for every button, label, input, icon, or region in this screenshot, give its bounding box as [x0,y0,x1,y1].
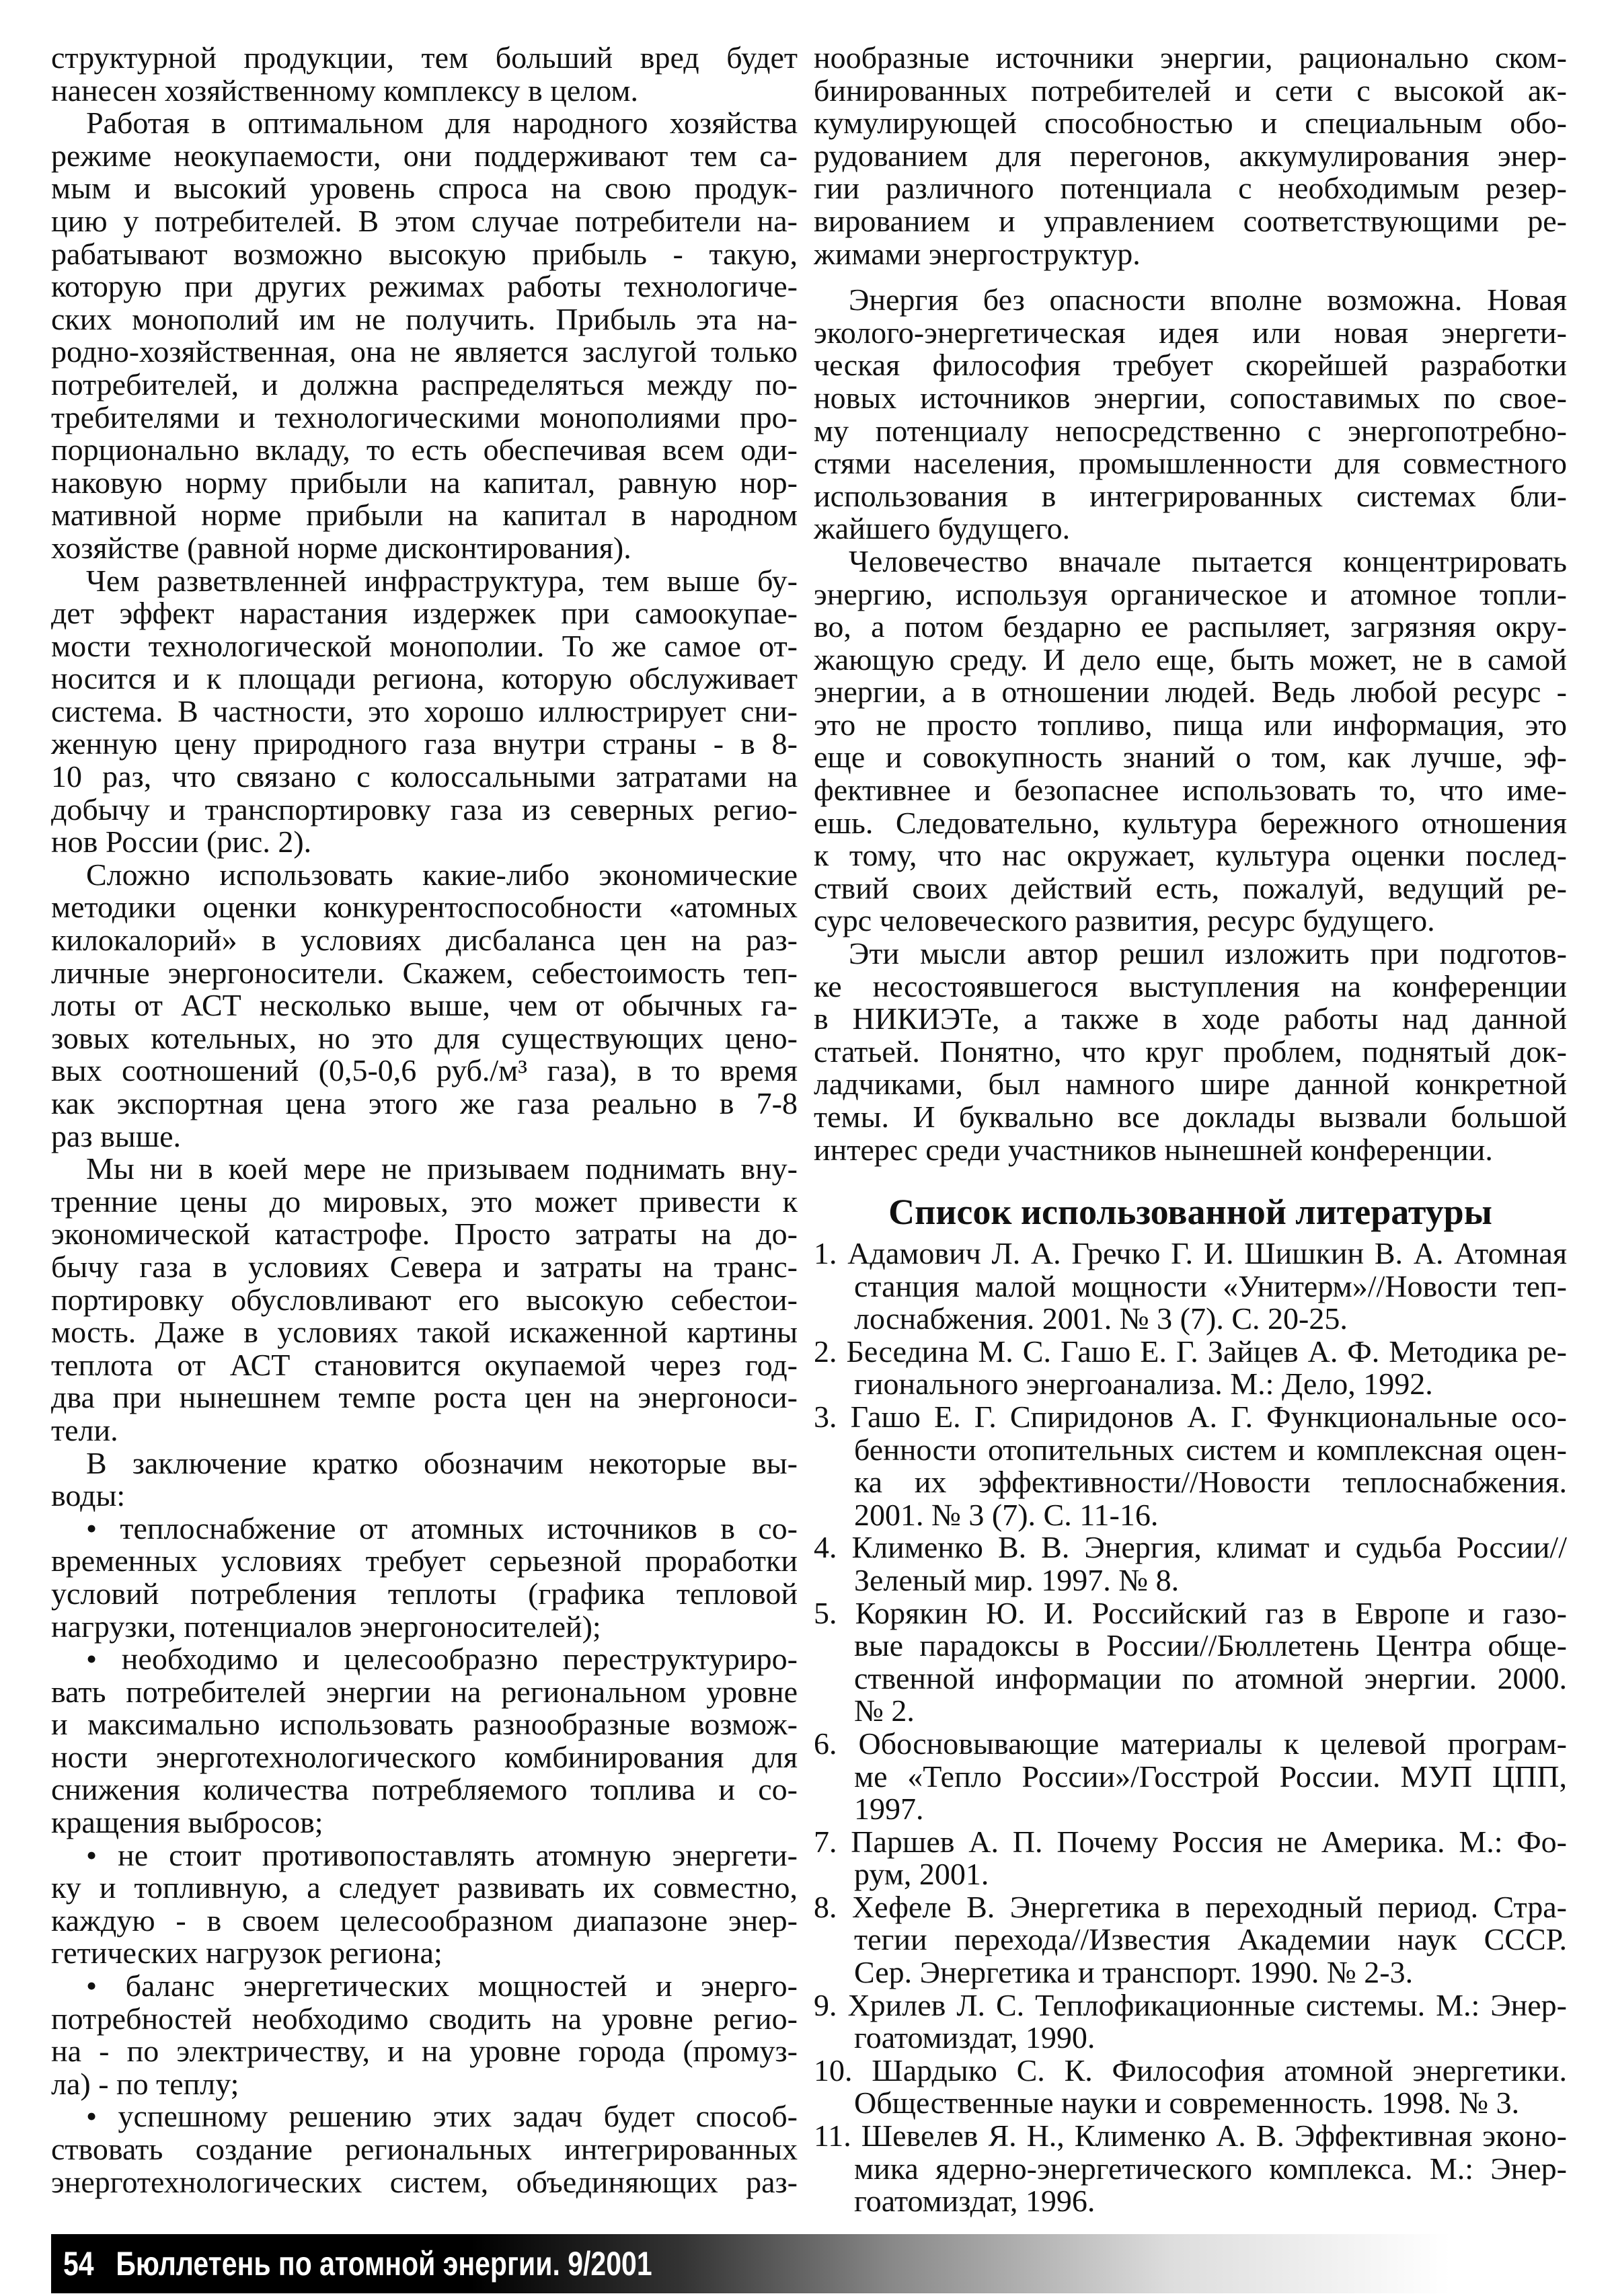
text-line: 10 раз, что связано с колоссальными затратами на [51,759,798,794]
text-line: рабатывают возможно высокую прибыль - такую, [51,236,798,271]
text-line: потребностей необходимо сводить на уровне регио- [51,2001,798,2036]
text-line: бычу газа в условиях Севера и затраты на транс- [51,1249,798,1284]
text-line: методики оценки конкурентоспособности «атомных [51,890,798,925]
footer-text [63,2244,652,2284]
text-line: • не стоит противопоставлять атомную энергети- [86,1837,798,1872]
journal-title: Бюллетень по атомной энергии. 9/2001 [116,2245,652,2283]
reference-line: гоатомиздат, 1996. [854,2184,1096,2219]
text-line: ствовать создание региональных интегрированных [51,2132,798,2166]
text-line: нов России (рис. 2). [51,825,312,859]
right-column [814,42,1567,1166]
text-line: ла) - по теплу; [51,2066,239,2101]
paragraph [51,859,798,1153]
reference-line: гоатомиздат, 1990. [854,2020,1096,2055]
text-line: Мы ни в коей мере не призываем поднимать вну- [86,1151,798,1186]
paragraph [51,42,798,107]
text-line: сурс человеческого развития, ресурс будущего. [814,903,1435,938]
text-line: жающую среду. И дело еще, быть может, не в самой [814,642,1567,677]
paragraph [814,284,1567,545]
text-line: родно-хозяйственная, она не является заслугой только [51,334,798,369]
reference-line: мика ядерно-энергетического комплекса. М.: Энер- [854,2151,1567,2186]
text-line: бинированных потребителей и сети с высокой ак- [814,73,1567,108]
text-line: вать потребителей энергии на региональном уровне [51,1674,798,1709]
reference-line: 4. Клименко В. В. Энергия, климат и судьба России// [814,1530,1567,1565]
text-line: лоты от АСТ несколько выше, чем от обычных га- [51,988,798,1023]
text-line: Работая в оптимальном для народного хозяйства [86,106,798,141]
paragraph [51,1643,798,1839]
text-line: цию у потребителей. В этом случае потребители на- [51,203,798,238]
text-line: фективнее и безопаснее использовать то, что име- [814,773,1567,808]
text-line: порционально вкладу, то есть обеспечивая всем оди- [51,432,798,467]
reference-item [814,1891,1567,1989]
text-line: к тому, что нас окружает, культура оценки послед- [814,838,1567,873]
reference-item [814,2055,1567,2120]
reference-line: 11. Шевелев Я. Н., Клименко А. В. Эффективная эконо- [814,2118,1567,2153]
text-line: структурной продукции, тем больший вред будет [51,40,798,75]
reference-item [814,1401,1567,1531]
paragraph [814,42,1567,270]
text-line: наковую норму прибыли на капитал, равную нор- [51,465,798,500]
text-line: еще и совокупность знаний о том, как лучше, эф- [814,740,1567,775]
text-line: • баланс энергетических мощностей и энерго- [86,1968,798,2003]
text-line: в НИКИЭТе, а также в ходе работы над данной [814,1001,1567,1036]
text-line: нагрузки, потенциалов энергоносителей); [51,1609,601,1644]
reference-line: 8. Хефеле В. Энергетика в переходный период. Стра- [814,1889,1567,1924]
reference-line: Зеленый мир. 1997. № 8. [854,1562,1180,1597]
text-line: система. В частности, это хорошо иллюстрирует сни- [51,693,798,728]
reference-item [814,1336,1567,1401]
reference-line: Общественные науки и современность. 1998. № 3. [854,2085,1520,2120]
reference-line: ственной информации по атомной энергии. 2000. [854,1660,1567,1695]
paragraph-gap [814,270,1567,284]
text-line: экономической катастрофе. Просто затраты на до- [51,1217,798,1252]
text-line: статьей. Понятно, что круг проблем, поднятый док- [814,1034,1567,1069]
paragraph [51,1510,798,1644]
reference-line: станция малой мощности «Унитерм»//Новости теп- [854,1268,1567,1303]
text-line: • успешному решению этих задач будет способ- [86,2099,798,2134]
text-line: рудованием для перегонов, аккумулирования энер- [814,138,1567,173]
text-line: мативной норме прибыли на капитал в народном [51,498,798,533]
text-line: во, а потом бездарно ее распыляет, загрязняя окру- [814,609,1567,644]
text-line: снижения количества потребляемого топлива и со- [51,1772,798,1807]
paragraph [51,1970,798,2100]
text-line: теплота от АСТ становится окупаемой через год- [51,1347,798,1382]
text-line: ности энерготехнологического комбинирования для [51,1739,798,1774]
text-line: это не просто топливо, пища или информация, это [814,707,1567,742]
reference-item [814,1597,1567,1728]
text-line: ке несостоявшегося выступления на конференции [814,968,1567,1003]
text-line: раз выше. [51,1118,182,1153]
text-line: эколого-энергетическая идея или новая энергети- [814,315,1567,350]
text-line: ку и топливную, а следует развивать их совместно, [51,1870,798,1905]
text-line: которую при других режимах работы технологиче- [51,269,798,304]
reference-item [814,1531,1567,1597]
reference-line: 5. Корякин Ю. И. Российский газ в Европе и газо- [814,1595,1567,1630]
text-line: ствий своих действий есть, пожалуй, ведущий ре- [814,870,1567,905]
text-line: новых источников энергии, сопоставимых по свое- [814,380,1567,415]
text-line: мости технологической монополии. То же самое от- [51,628,798,663]
reference-line: 3. Гашо Е. Г. Спиридонов А. Г. Функциональные осо- [814,1399,1567,1434]
text-line: Человечество вначале пытается концентрировать [849,543,1567,578]
text-line: временных условиях требует серьезной проработки [51,1543,798,1578]
text-line: интерес среди участников нынешней конференции. [814,1132,1493,1167]
reference-line: вые парадоксы в России//Бюллетень Центра обще- [854,1628,1567,1663]
text-line: Чем разветвленней инфраструктура, тем выше бу- [86,563,798,598]
reference-line: бенности отопительных систем и комплексная оцен- [854,1432,1567,1467]
text-line: энергию, используя органическое и атомное топли- [814,576,1567,611]
text-line: кумулирующей способностью и специальным обо- [814,106,1567,141]
text-line: энерготехнологических систем, объединяющих раз- [51,2164,798,2199]
text-line: стями населения, промышленности для совместного [814,446,1567,481]
text-line: вированием и управлением соответствующими ре- [814,203,1567,238]
reference-line: 10. Шардыко С. К. Философия атомной энергетики. [814,2053,1567,2088]
page-footer [51,2234,1450,2293]
text-line: вых соотношений (0,5-0,6 руб./м³ газа), в то время [51,1053,798,1088]
left-column [51,42,798,2198]
text-line: энергии, а в отношении людей. Ведь любой ресурс - [814,675,1567,710]
text-line: и максимально использовать разнообразные возмож- [51,1707,798,1742]
reference-line: 2001. № 3 (7). С. 11-16. [854,1497,1159,1532]
paragraph [51,1153,798,1447]
text-line: дет эффект нарастания издержек при самоокупае- [51,596,798,631]
reference-line: ка их эффективности//Новости теплоснабжения. [854,1465,1567,1500]
text-line: добычу и транспортировку газа из северных регио- [51,792,798,827]
text-line: ладчиками, был намного шире данной конкретной [814,1067,1567,1102]
reference-line: лоснабжения. 2001. № 3 (7). С. 20-25. [854,1301,1348,1336]
paragraph [51,2100,798,2198]
text-line: жимами энергоструктур. [814,236,1141,271]
text-line: В заключение кратко обозначим некоторые вы- [86,1445,798,1480]
reference-line: Сер. Энергетика и транспорт. 1990. № 2-3. [854,1955,1414,1990]
text-line: два при нынешнем темпе роста цен на энергоноси- [51,1380,798,1415]
text-line: тренние цены до мировых, это может привести к [51,1184,798,1219]
text-line: му потенциалу непосредственно с энергопотребно- [814,413,1567,448]
text-line: Эти мысли автор решил изложить при подготов- [849,936,1567,971]
reference-item [814,2120,1567,2218]
text-line: ческая философия требует скорейшей разработки [814,348,1567,383]
text-line: ешь. Следовательно, культура бережного отношения [814,805,1567,840]
reference-line: № 2. [854,1693,915,1728]
text-line: каждую - в своем целесообразном диапазоне энер- [51,1903,798,1938]
reference-line: 1997. [854,1792,924,1827]
text-line: темы. И буквально все доклады вызвали большой [814,1100,1567,1134]
paragraph [51,1839,798,1970]
text-line: женную цену природного газа внутри страны - в 8- [51,726,798,761]
text-line: • теплоснабжение от атомных источников в со- [86,1510,798,1545]
text-line: требителями и технологическими монополиями про- [51,399,798,434]
text-line: Сложно использовать какие-либо экономические [86,857,798,892]
paragraph [814,937,1567,1166]
text-line: ских монополий им не получить. Прибыль эта на- [51,301,798,336]
text-line: условий потребления теплоты (графика тепловой [51,1576,798,1611]
reference-line: рум, 2001. [854,1857,989,1892]
paragraph [51,565,798,859]
text-line: мым и высокий уровень спроса на свою продук- [51,171,798,206]
reference-item [814,1728,1567,1826]
paragraph [814,545,1567,937]
text-line: • необходимо и целесообразно переструктуриро- [86,1642,798,1677]
text-line: режиме неокупаемости, они поддерживают тем са- [51,138,798,173]
reference-line: тегии перехода//Известия Академии наук СССР. [854,1922,1567,1957]
text-line: гии различного потенциала с необходимым резер- [814,171,1567,206]
text-line: на - по электричеству, и на уровне города (промуз- [51,2034,798,2069]
text-line: гетических нагрузок региона; [51,1936,443,1970]
text-line: хозяйстве (равной норме дисконтирования). [51,530,631,565]
text-line: кращения выбросов; [51,1805,323,1840]
page-number: 54 [63,2245,94,2283]
text-line: личные энергоносители. Скажем, себестоимость теп- [51,955,798,990]
text-line: портировку обусловливают его высокую себестои- [51,1282,798,1317]
text-line: нообразные источники энергии, рационально ском- [814,40,1567,75]
text-line: потребителей, и должна распределяться между по- [51,367,798,401]
paragraph [51,1447,798,1513]
reference-item [814,1826,1567,1891]
reference-line: ме «Тепло России»/Госстрой России. МУП ЦПП, [854,1759,1567,1794]
reference-item [814,1989,1567,2055]
reference-item [814,1237,1567,1336]
text-line: Энергия без опасности вполне возможна. Новая [849,282,1567,317]
text-line: воды: [51,1478,126,1513]
text-line: как экспортная цена этого же газа реально в 7-8 [51,1086,798,1120]
references-list [814,1237,1567,2218]
text-line: тели. [51,1412,118,1447]
reference-line: 7. Паршев А. П. Почему Россия не Америка. М.: Фо- [814,1824,1567,1859]
reference-line: 2. Беседина М. С. Гашо Е. Г. Зайцев А. Ф. Методика ре- [814,1334,1567,1369]
text-line: использования в интегрированных системах бли- [814,478,1567,513]
reference-line: 1. Адамович Л. А. Гречко Г. И. Шишкин В. А. Атомная [814,1236,1567,1270]
reference-line: 9. Хрилев Л. С. Теплофикационные системы. М.: Энер- [814,1987,1567,2022]
text-line: жайшего будущего. [814,511,1071,546]
text-line: мость. Даже в условиях такой искаженной картины [51,1315,798,1350]
text-line: нанесен хозяйственному комплексу в целом. [51,73,638,108]
text-line: килокалорий» в условиях дисбаланса цен на раз- [51,923,798,958]
references-heading: Список использованной литературы [888,1192,1492,1232]
reference-line: гионального энергоанализа. М.: Дело, 1992. [854,1367,1433,1402]
text-line: зовых котельных, но это для существующих цено- [51,1020,798,1055]
paragraph [51,107,798,564]
text-line: носится и к площади региона, которую обслуживает [51,661,798,696]
reference-line: 6. Обосновывающие материалы к целевой програм- [814,1726,1567,1761]
